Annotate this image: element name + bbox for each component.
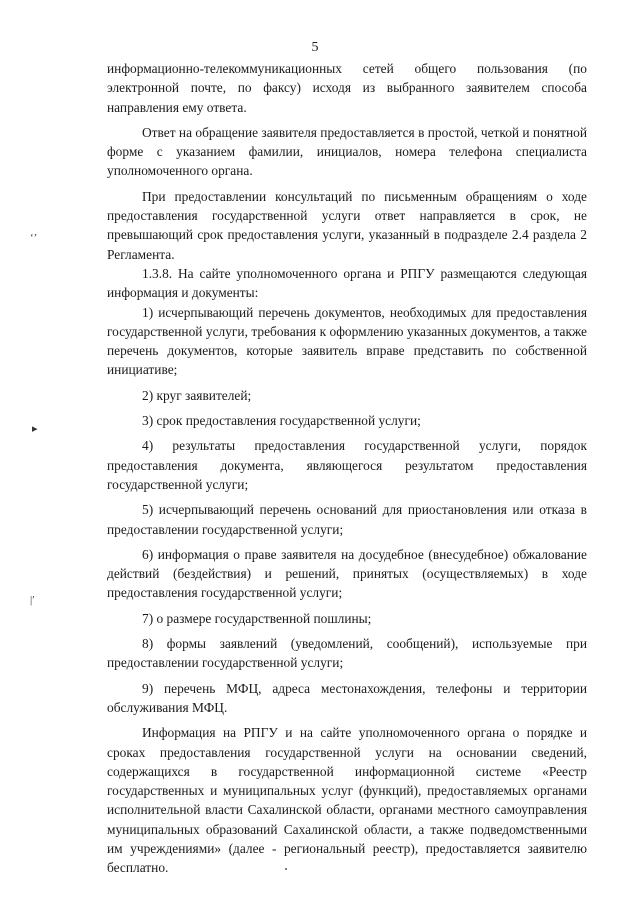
list-item-7: 7) о размере государственной пошлины;: [142, 610, 372, 626]
list-item-8: 8) формы заявлений (уведомлений, сообщений), используемые при предоставлении государственной услуги;: [107, 636, 587, 671]
list-item-1: 1) исчерпывающий перечень документов, необходимых для предоставления государственной услуги, требования к оформлению указанных документов, а также перечень документов, которые заявитель вправе представить по собственной инициативе;: [107, 304, 587, 378]
list-item-9: 9) перечень МФЦ, адреса местонахождения, телефоны и территории обслуживания МФЦ.: [107, 680, 587, 715]
scan-artifact-mark: ‬|′: [30, 594, 35, 606]
page-number: 5: [311, 40, 319, 55]
list-item-6: 6) информация о праве заявителя на досудебное (внесудебное) обжалование действий (бездействия) и решений, принятых (осуществляемых) в ходе предоставления государственной услуги;: [107, 546, 587, 601]
list-item-5: 5) исчерпывающий перечень оснований для приостановления или отказа в предоставлении государственной услуги;: [107, 502, 587, 537]
paragraph-section-1-3-8: 1.3.8. На сайте уполномоченного органа и РПГУ размещаются следующая информация и документы:: [107, 265, 587, 301]
paragraph-response-form: Ответ на обращение заявителя предоставляется в простой, четкой и понятной форме с указанием фамилии, инициалов, номера телефона специалиста уполномоченного органа.: [107, 124, 587, 179]
list-item-2: 2) круг заявителей;: [142, 387, 252, 403]
scan-artifact-dot: [285, 868, 287, 870]
scan-artifact-arrow: ▸: [32, 423, 38, 435]
paragraph-regional-registry: Информация на РПГУ и на сайте уполномоченного органа о порядке и сроках предоставления государственной услуги на основании сведений, содержащихся в государственной информационной системе «Реестр государственных и муниципальных услуг (функций), предоставляемых органами исполнительной власти Сахалинской области, органами местного самоуправления муниципальных образований Сахалинской области, а также подведомственными им учреждениями» (далее - региональный реестр), предоставляется заявителю бесплатно.: [107, 725, 587, 876]
list-item-4: 4) результаты предоставления государственной услуги, порядок предоставления документа, являющегося результатом предоставления государственной услуги;: [107, 438, 587, 492]
document-body: [107, 59, 587, 878]
paragraph-written-consultations: При предоставлении консультаций по письменным обращениям о ходе предоставления государственной услуги ответ направляется в срок, не превышающий срок предоставления услуги, указанный в подразделе 2.4 раздела 2 Регламента.: [107, 188, 587, 262]
list-item-3: 3) срок предоставления государственной услуги;: [142, 413, 421, 429]
scan-artifact-mark: ‘’: [30, 232, 38, 244]
paragraph-continuation: информационно-телекоммуникационных сетей общего пользования (по электронной почте, по факсу) исходя из выбранного заявителем способа направления ему ответа.: [107, 61, 587, 115]
